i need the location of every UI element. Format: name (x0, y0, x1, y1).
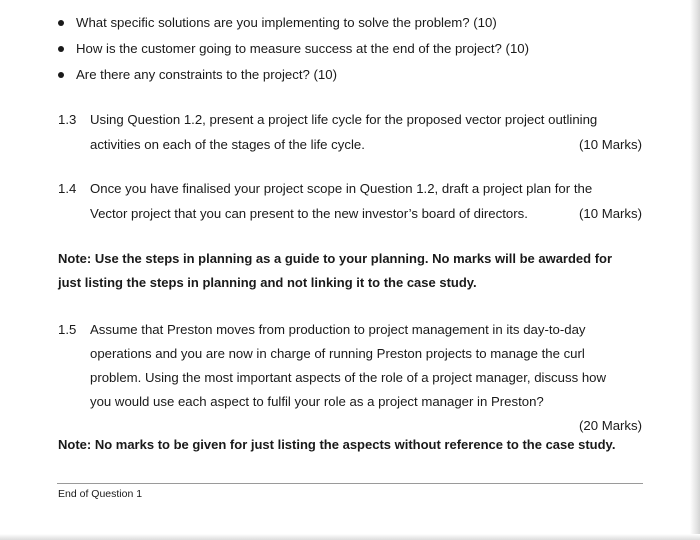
question-text-line: operations and you are now in charge of running Preston projects to manage the curl (90, 346, 585, 361)
page-edge-shadow-right (690, 0, 700, 540)
question-1-3 (58, 107, 642, 157)
bullet-text: What specific solutions are you implementing to solve the problem? (10) (76, 15, 497, 30)
question-number: 1.5 (58, 322, 77, 337)
note-aspects: Note: No marks to be given for just listing the aspects without reference to the case study. (58, 437, 616, 452)
bullet-item (58, 65, 529, 91)
bullet-dot-icon (58, 20, 64, 26)
question-text-line: you would use each aspect to fulfil your role as a project manager in Preston? (90, 394, 544, 409)
question-text-line: Assume that Preston moves from production to project management in its day-to-day (90, 322, 586, 337)
question-text-line: activities on each of the stages of the life cycle. (90, 137, 365, 152)
bullet-list (58, 13, 529, 91)
bullet-item (58, 39, 529, 65)
bullet-text: Are there any constraints to the project? (10) (76, 67, 337, 82)
question-number: 1.3 (58, 112, 77, 127)
bullet-text: How is the customer going to measure success at the end of the project? (10) (76, 41, 530, 56)
note-planning-line-1: Note: Use the steps in planning as a guide to your planning. No marks will be awarded for (58, 251, 613, 266)
footer-divider (57, 483, 643, 484)
question-text-line: Using Question 1.2, present a project life cycle for the proposed vector project outlining (90, 112, 598, 127)
footer-end-of-question: End of Question 1 (58, 488, 143, 500)
question-marks: (20 Marks) (578, 418, 642, 433)
question-1-5 (58, 317, 642, 437)
note-planning-line-2: just listing the steps in planning and not linking it to the case study. (58, 275, 477, 290)
question-marks: (10 Marks) (578, 206, 642, 221)
question-text-line: Once you have finalised your project scope in Question 1.2, draft a project plan for the (90, 181, 593, 196)
question-text-line: Vector project that you can present to the new investor’s board of directors. (90, 206, 528, 221)
bullet-dot-icon (58, 46, 64, 52)
question-number: 1.4 (58, 181, 77, 196)
bullet-item (58, 13, 529, 39)
bullet-dot-icon (58, 72, 64, 78)
question-text-line: problem. Using the most important aspects of the role of a project manager, discuss how (90, 370, 607, 385)
question-1-4 (58, 176, 642, 226)
question-marks: (10 Marks) (578, 137, 642, 152)
page-edge-shadow-bottom (0, 534, 700, 540)
